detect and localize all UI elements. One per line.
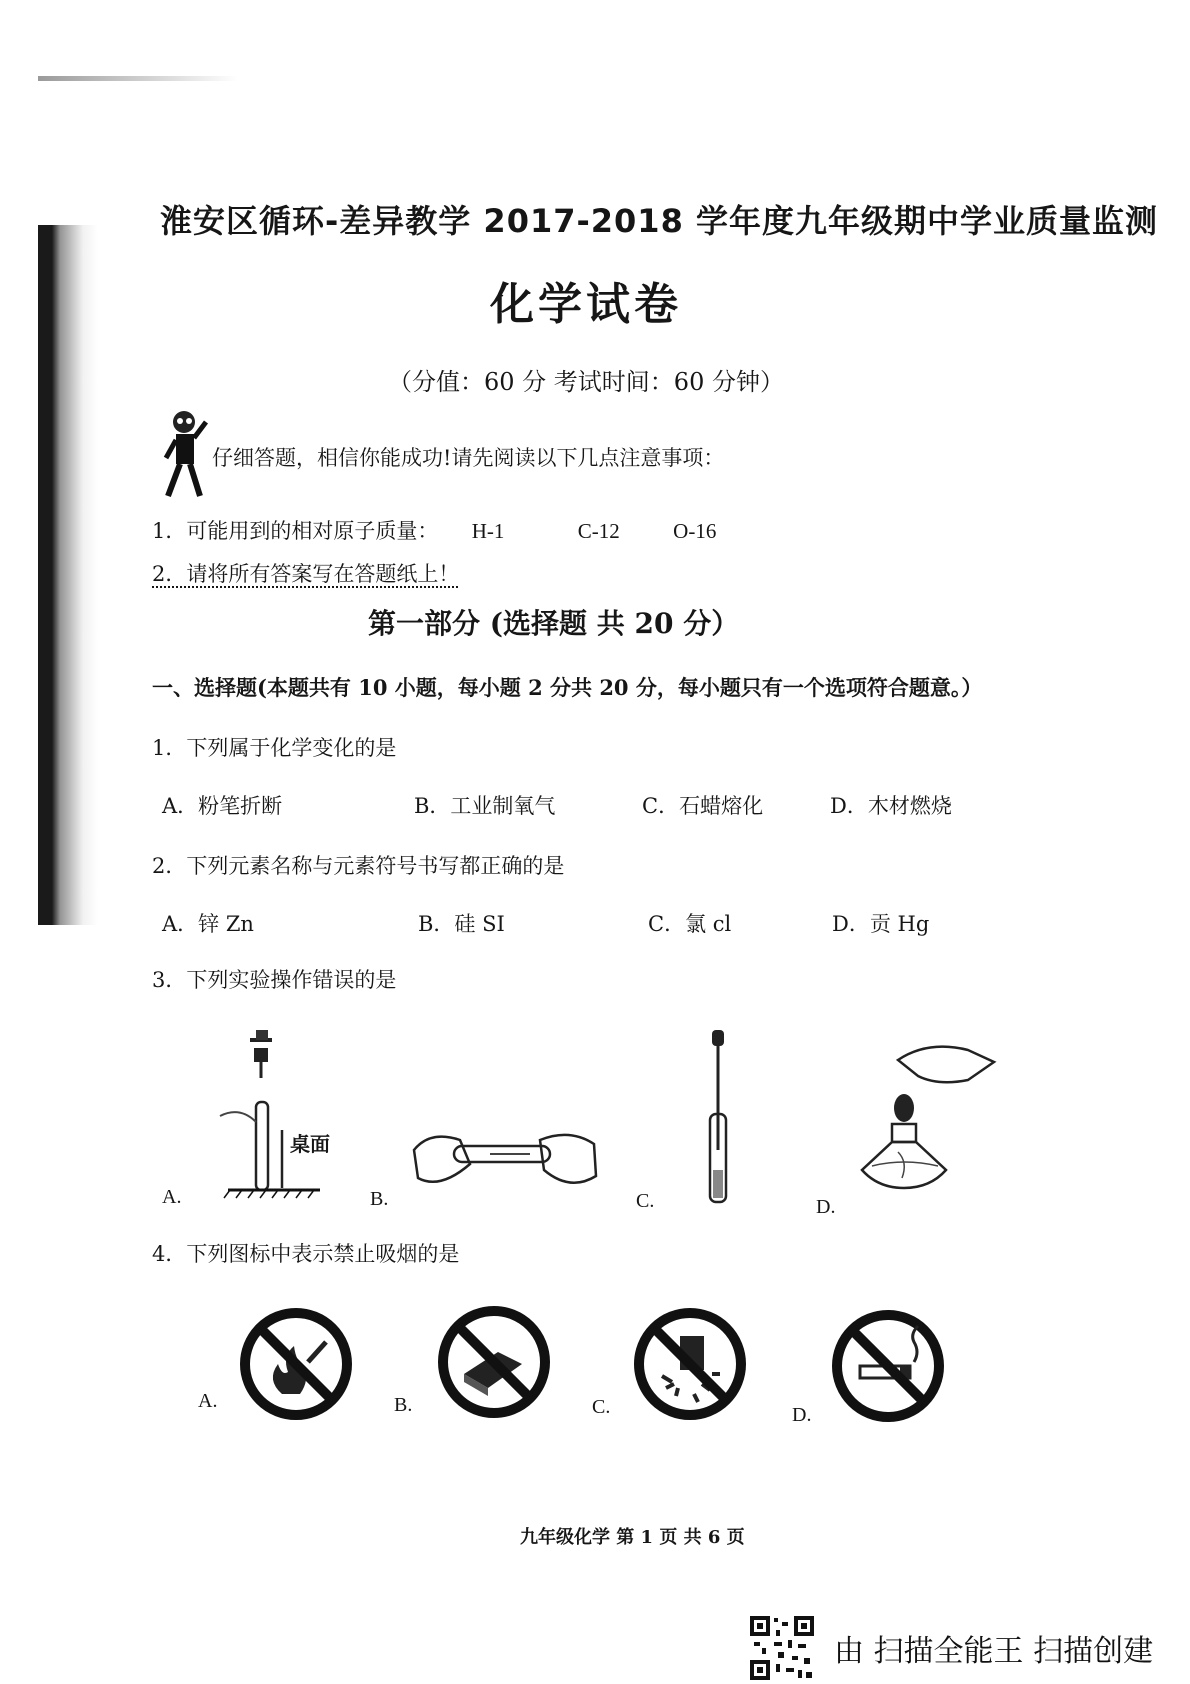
note-atomic-mass-label: 1．可能用到的相对原子质量： xyxy=(152,519,439,543)
no-open-flame-icon xyxy=(238,1306,354,1422)
note-answer-sheet: 2．请将所有答案写在答题纸上！ xyxy=(152,562,460,586)
q1-option-b: B．工业制氧气 xyxy=(414,794,556,818)
q4-sign-d-label: D. xyxy=(792,1404,812,1426)
q1-option-c: C．石蜡熔化 xyxy=(642,794,764,818)
no-smoking-icon xyxy=(830,1308,946,1424)
q3-figure-b-label: B. xyxy=(370,1188,389,1210)
cartoon-student-icon xyxy=(162,408,210,500)
exam-subject: 化学试卷 xyxy=(490,279,682,330)
q3-figure-c-dropper-in-tube xyxy=(700,1030,740,1205)
q3-figure-a-dropper-over-tube xyxy=(210,1030,330,1200)
scan-shadow-left xyxy=(38,225,98,925)
q4-sign-a-label: A. xyxy=(198,1390,218,1412)
atomic-mass-c: C-12 xyxy=(577,519,620,543)
q3-figure-c-label: C. xyxy=(636,1190,655,1212)
q3-figure-a-table-label: 桌面 xyxy=(290,1132,330,1156)
q3-figure-d-alcohol-lamp xyxy=(858,1040,998,1190)
q2-option-b: B．硅 SI xyxy=(418,912,505,936)
exam-title: 淮安区循环-差异教学 2017-2018 学年度九年级期中学业质量监测 xyxy=(160,202,1158,240)
question-4-stem: 4．下列图标中表示禁止吸烟的是 xyxy=(152,1242,460,1266)
q3-figure-b-hands-test-tube xyxy=(410,1120,600,1200)
q1-option-d: D．木材燃烧 xyxy=(830,794,952,818)
question-1-stem: 1．下列属于化学变化的是 xyxy=(152,736,397,760)
intro-text: 仔细答题，相信你能成功!请先阅读以下几点注意事项： xyxy=(212,446,725,470)
no-fireworks-icon xyxy=(632,1306,748,1422)
q4-sign-c-label: C. xyxy=(592,1396,611,1418)
question-3-stem: 3．下列实验操作错误的是 xyxy=(152,968,397,992)
page-footer: 九年级化学 第 1 页 共 6 页 xyxy=(520,1527,745,1548)
section-heading: 第一部分 (选择题 共 20 分） xyxy=(368,607,740,640)
q3-figure-d-label: D. xyxy=(816,1196,836,1218)
qr-code-icon xyxy=(748,1614,816,1682)
section-instruction: 一、选择题(本题共有 10 小题，每小题 2 分共 20 分，每小题只有一个选项符合题意。） xyxy=(152,675,983,700)
scanner-watermark: 由 扫描全能王 扫描创建 xyxy=(834,1634,1154,1669)
q4-sign-b-label: B. xyxy=(394,1394,413,1416)
score-time-info: （分值：60 分 考试时间：60 分钟） xyxy=(388,368,784,396)
q2-option-d: D．贡 Hg xyxy=(832,912,930,936)
atomic-mass-o: O-16 xyxy=(673,519,717,543)
q2-option-c: C．氯 cl xyxy=(648,912,732,936)
q1-option-a: A．粉笔折断 xyxy=(162,794,283,818)
atomic-mass-h: H-1 xyxy=(471,519,505,543)
question-2-stem: 2．下列元素名称与元素符号书写都正确的是 xyxy=(152,854,565,878)
q3-figure-a-label: A. xyxy=(162,1186,182,1208)
note-atomic-mass xyxy=(152,515,716,545)
no-matches-icon xyxy=(436,1304,552,1420)
q2-option-a: A．锌 Zn xyxy=(162,912,254,936)
scan-shadow-top xyxy=(38,76,238,81)
